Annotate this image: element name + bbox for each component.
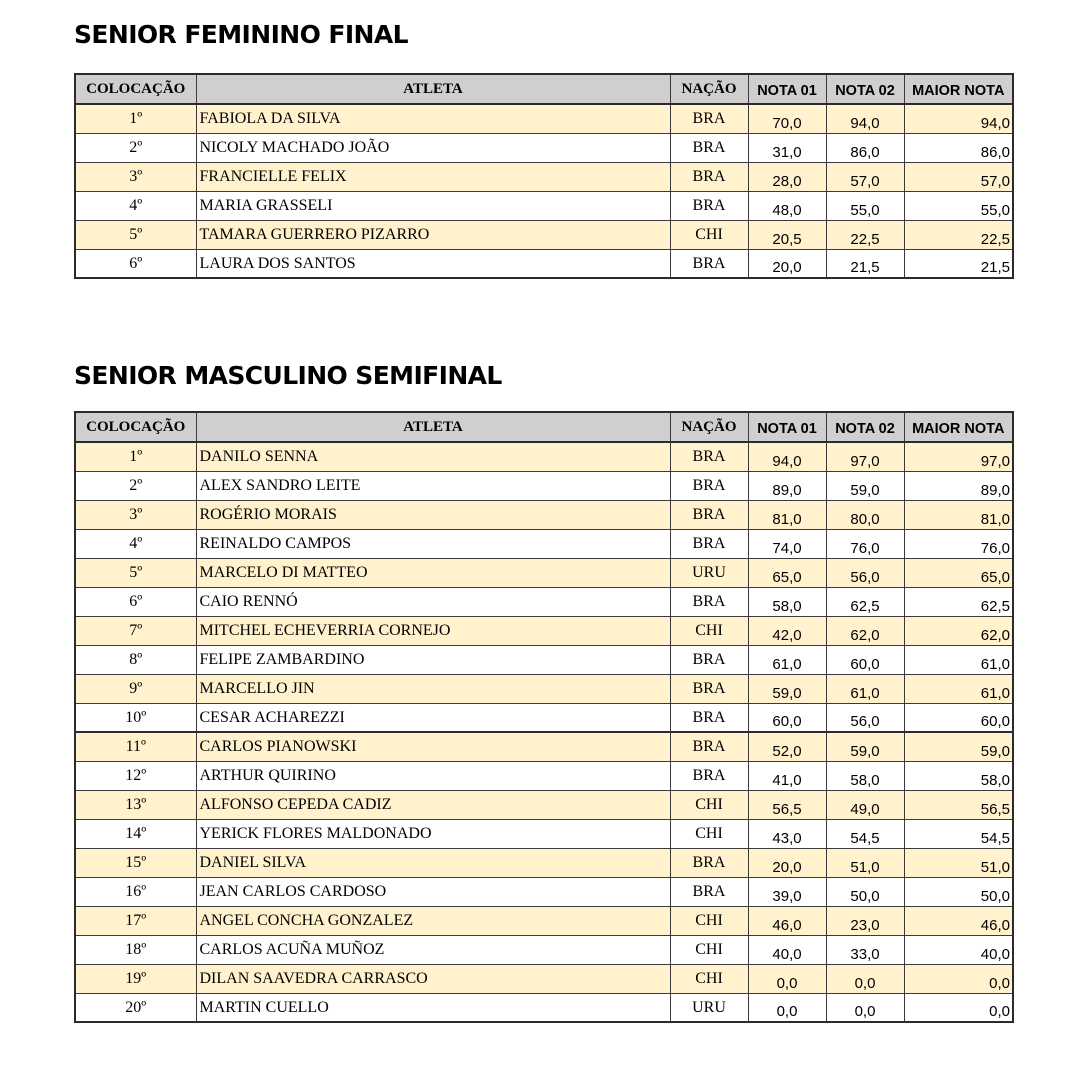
section-title-senior-feminino-final: SENIOR FEMININO FINAL [74, 20, 408, 49]
best-score-cell: 97,0 [904, 442, 1013, 471]
position-cell: 3º [75, 500, 196, 529]
table-row [75, 162, 1013, 191]
athlete-cell: ALFONSO CEPEDA CADIZ [196, 790, 670, 819]
best-score-cell: 94,0 [904, 104, 1013, 133]
score1-cell: 20,5 [748, 220, 826, 249]
athlete-cell: ARTHUR QUIRINO [196, 761, 670, 790]
athlete-cell: NICOLY MACHADO JOÃO [196, 133, 670, 162]
score1-cell: 0,0 [748, 964, 826, 993]
position-cell: 14º [75, 819, 196, 848]
best-score-cell: 62,5 [904, 587, 1013, 616]
best-score-cell: 65,0 [904, 558, 1013, 587]
score2-cell: 58,0 [826, 761, 904, 790]
athlete-cell: DILAN SAAVEDRA CARRASCO [196, 964, 670, 993]
table-row [75, 133, 1013, 162]
nation-cell: BRA [670, 877, 748, 906]
position-cell: 11º [75, 732, 196, 761]
table-row [75, 471, 1013, 500]
position-cell: 4º [75, 191, 196, 220]
nation-cell: CHI [670, 906, 748, 935]
best-score-cell: 89,0 [904, 471, 1013, 500]
nation-cell: CHI [670, 935, 748, 964]
position-cell: 8º [75, 645, 196, 674]
best-score-cell: 56,5 [904, 790, 1013, 819]
best-score-cell: 61,0 [904, 645, 1013, 674]
score2-cell: 22,5 [826, 220, 904, 249]
column-header-score2: NOTA 02 [826, 412, 904, 442]
column-header-position: COLOCAÇÃO [75, 74, 196, 104]
best-score-cell: 76,0 [904, 529, 1013, 558]
score2-cell: 0,0 [826, 993, 904, 1022]
score2-cell: 56,0 [826, 558, 904, 587]
athlete-cell: FELIPE ZAMBARDINO [196, 645, 670, 674]
position-cell: 1º [75, 442, 196, 471]
position-cell: 5º [75, 220, 196, 249]
table-row [75, 616, 1013, 645]
athlete-cell: DANILO SENNA [196, 442, 670, 471]
position-cell: 12º [75, 761, 196, 790]
score1-cell: 58,0 [748, 587, 826, 616]
score1-cell: 56,5 [748, 790, 826, 819]
score1-cell: 65,0 [748, 558, 826, 587]
column-header-score2: NOTA 02 [826, 74, 904, 104]
table-row [75, 819, 1013, 848]
nation-cell: CHI [670, 616, 748, 645]
score1-cell: 31,0 [748, 133, 826, 162]
best-score-cell: 54,5 [904, 819, 1013, 848]
position-cell: 9º [75, 674, 196, 703]
athlete-cell: ANGEL CONCHA GONZALEZ [196, 906, 670, 935]
table-row [75, 906, 1013, 935]
athlete-cell: CESAR ACHAREZZI [196, 703, 670, 732]
best-score-cell: 0,0 [904, 993, 1013, 1022]
nation-cell: BRA [670, 500, 748, 529]
score2-cell: 21,5 [826, 249, 904, 278]
score2-cell: 94,0 [826, 104, 904, 133]
best-score-cell: 81,0 [904, 500, 1013, 529]
nation-cell: URU [670, 993, 748, 1022]
table-row [75, 500, 1013, 529]
nation-cell: URU [670, 558, 748, 587]
column-header-position: COLOCAÇÃO [75, 412, 196, 442]
score1-cell: 61,0 [748, 645, 826, 674]
athlete-cell: CAIO RENNÓ [196, 587, 670, 616]
table-row [75, 935, 1013, 964]
score1-cell: 89,0 [748, 471, 826, 500]
position-cell: 7º [75, 616, 196, 645]
table-row [75, 645, 1013, 674]
athlete-cell: FRANCIELLE FELIX [196, 162, 670, 191]
score2-cell: 60,0 [826, 645, 904, 674]
position-cell: 6º [75, 587, 196, 616]
position-cell: 4º [75, 529, 196, 558]
column-header-score1: NOTA 01 [748, 412, 826, 442]
athlete-cell: JEAN CARLOS CARDOSO [196, 877, 670, 906]
best-score-cell: 50,0 [904, 877, 1013, 906]
athlete-cell: FABIOLA DA SILVA [196, 104, 670, 133]
score2-cell: 33,0 [826, 935, 904, 964]
table-row [75, 249, 1013, 278]
nation-cell: CHI [670, 220, 748, 249]
position-cell: 3º [75, 162, 196, 191]
best-score-cell: 0,0 [904, 964, 1013, 993]
nation-cell: BRA [670, 191, 748, 220]
nation-cell: CHI [670, 819, 748, 848]
table-row [75, 104, 1013, 133]
nation-cell: BRA [670, 133, 748, 162]
score1-cell: 0,0 [748, 993, 826, 1022]
best-score-cell: 58,0 [904, 761, 1013, 790]
position-cell: 17º [75, 906, 196, 935]
table-body [75, 104, 1013, 278]
position-cell: 1º [75, 104, 196, 133]
table-row [75, 529, 1013, 558]
athlete-cell: TAMARA GUERRERO PIZARRO [196, 220, 670, 249]
score2-cell: 62,0 [826, 616, 904, 645]
score2-cell: 0,0 [826, 964, 904, 993]
score1-cell: 40,0 [748, 935, 826, 964]
athlete-cell: MARCELO DI MATTEO [196, 558, 670, 587]
best-score-cell: 46,0 [904, 906, 1013, 935]
score1-cell: 39,0 [748, 877, 826, 906]
table-row [75, 442, 1013, 471]
score2-cell: 55,0 [826, 191, 904, 220]
athlete-cell: ROGÉRIO MORAIS [196, 500, 670, 529]
table-row [75, 220, 1013, 249]
score2-cell: 59,0 [826, 732, 904, 761]
score2-cell: 51,0 [826, 848, 904, 877]
position-cell: 15º [75, 848, 196, 877]
table-row [75, 587, 1013, 616]
score1-cell: 59,0 [748, 674, 826, 703]
column-header-nation: NAÇÃO [670, 74, 748, 104]
table-body [75, 442, 1013, 1022]
position-cell: 2º [75, 471, 196, 500]
table-row [75, 732, 1013, 761]
score1-cell: 60,0 [748, 703, 826, 732]
table-row [75, 191, 1013, 220]
table-row [75, 761, 1013, 790]
nation-cell: BRA [670, 645, 748, 674]
best-score-cell: 40,0 [904, 935, 1013, 964]
athlete-cell: CARLOS PIANOWSKI [196, 732, 670, 761]
score2-cell: 97,0 [826, 442, 904, 471]
nation-cell: BRA [670, 587, 748, 616]
position-cell: 6º [75, 249, 196, 278]
nation-cell: BRA [670, 471, 748, 500]
score1-cell: 81,0 [748, 500, 826, 529]
column-header-best: MAIOR NOTA [904, 74, 1013, 104]
best-score-cell: 55,0 [904, 191, 1013, 220]
table-header-row [75, 412, 1013, 442]
score1-cell: 20,0 [748, 848, 826, 877]
athlete-cell: MITCHEL ECHEVERRIA CORNEJO [196, 616, 670, 645]
score1-cell: 48,0 [748, 191, 826, 220]
nation-cell: BRA [670, 732, 748, 761]
position-cell: 13º [75, 790, 196, 819]
column-header-score1: NOTA 01 [748, 74, 826, 104]
column-header-best: MAIOR NOTA [904, 412, 1013, 442]
results-table-senior-masculino [74, 411, 1014, 1023]
athlete-cell: DANIEL SILVA [196, 848, 670, 877]
table-row [75, 674, 1013, 703]
position-cell: 2º [75, 133, 196, 162]
score2-cell: 61,0 [826, 674, 904, 703]
nation-cell: BRA [670, 249, 748, 278]
table-header-row [75, 74, 1013, 104]
score2-cell: 86,0 [826, 133, 904, 162]
nation-cell: BRA [670, 529, 748, 558]
nation-cell: BRA [670, 674, 748, 703]
score1-cell: 74,0 [748, 529, 826, 558]
score1-cell: 43,0 [748, 819, 826, 848]
position-cell: 10º [75, 703, 196, 732]
position-cell: 18º [75, 935, 196, 964]
score1-cell: 52,0 [748, 732, 826, 761]
position-cell: 19º [75, 964, 196, 993]
score2-cell: 54,5 [826, 819, 904, 848]
athlete-cell: MARIA GRASSELI [196, 191, 670, 220]
column-header-athlete: ATLETA [196, 412, 670, 442]
athlete-cell: LAURA DOS SANTOS [196, 249, 670, 278]
position-cell: 16º [75, 877, 196, 906]
best-score-cell: 57,0 [904, 162, 1013, 191]
nation-cell: BRA [670, 848, 748, 877]
athlete-cell: YERICK FLORES MALDONADO [196, 819, 670, 848]
nation-cell: BRA [670, 761, 748, 790]
table-row [75, 790, 1013, 819]
score2-cell: 76,0 [826, 529, 904, 558]
table-row [75, 848, 1013, 877]
score1-cell: 41,0 [748, 761, 826, 790]
best-score-cell: 61,0 [904, 674, 1013, 703]
table-row [75, 993, 1013, 1022]
score2-cell: 23,0 [826, 906, 904, 935]
score2-cell: 56,0 [826, 703, 904, 732]
score1-cell: 28,0 [748, 162, 826, 191]
best-score-cell: 86,0 [904, 133, 1013, 162]
nation-cell: BRA [670, 162, 748, 191]
athlete-cell: ALEX SANDRO LEITE [196, 471, 670, 500]
score1-cell: 94,0 [748, 442, 826, 471]
score1-cell: 46,0 [748, 906, 826, 935]
best-score-cell: 60,0 [904, 703, 1013, 732]
table-row [75, 558, 1013, 587]
results-table-senior-feminino [74, 73, 1014, 279]
score2-cell: 59,0 [826, 471, 904, 500]
position-cell: 20º [75, 993, 196, 1022]
best-score-cell: 21,5 [904, 249, 1013, 278]
score2-cell: 57,0 [826, 162, 904, 191]
nation-cell: BRA [670, 442, 748, 471]
score1-cell: 70,0 [748, 104, 826, 133]
score2-cell: 49,0 [826, 790, 904, 819]
nation-cell: BRA [670, 104, 748, 133]
position-cell: 5º [75, 558, 196, 587]
athlete-cell: REINALDO CAMPOS [196, 529, 670, 558]
table-row [75, 703, 1013, 732]
score2-cell: 62,5 [826, 587, 904, 616]
table-row [75, 877, 1013, 906]
best-score-cell: 22,5 [904, 220, 1013, 249]
score1-cell: 20,0 [748, 249, 826, 278]
athlete-cell: MARCELLO JIN [196, 674, 670, 703]
best-score-cell: 62,0 [904, 616, 1013, 645]
section-title-senior-masculino-semifinal: SENIOR MASCULINO SEMIFINAL [74, 361, 502, 390]
athlete-cell: CARLOS ACUÑA MUÑOZ [196, 935, 670, 964]
column-header-athlete: ATLETA [196, 74, 670, 104]
best-score-cell: 51,0 [904, 848, 1013, 877]
score2-cell: 50,0 [826, 877, 904, 906]
athlete-cell: MARTIN CUELLO [196, 993, 670, 1022]
score2-cell: 80,0 [826, 500, 904, 529]
nation-cell: CHI [670, 790, 748, 819]
column-header-nation: NAÇÃO [670, 412, 748, 442]
score1-cell: 42,0 [748, 616, 826, 645]
table-row [75, 964, 1013, 993]
best-score-cell: 59,0 [904, 732, 1013, 761]
nation-cell: CHI [670, 964, 748, 993]
nation-cell: BRA [670, 703, 748, 732]
